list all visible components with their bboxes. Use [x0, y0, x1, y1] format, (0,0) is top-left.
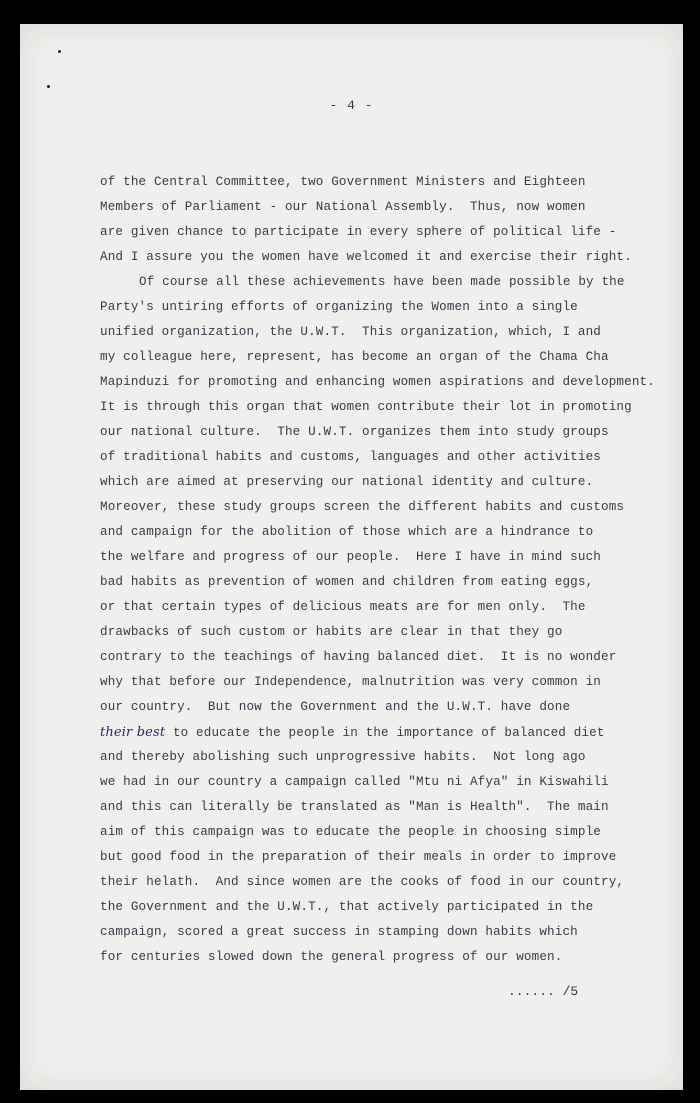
text-line: bad habits as prevention of women and children from eating eggs, — [100, 575, 594, 589]
continuation-marker: ...... /5 — [508, 984, 579, 999]
text-line: of traditional habits and customs, languages and other activities — [100, 450, 601, 464]
text-line-with-insert — [100, 725, 605, 740]
text-line: aim of this campaign was to educate the people in choosing simple — [100, 825, 601, 839]
text-line: drawbacks of such custom or habits are clear in that they go — [100, 625, 563, 639]
text-line: which are aimed at preserving our national identity and culture. — [100, 475, 594, 489]
text-line: the Government and the U.W.T., that actively participated in the — [100, 900, 594, 914]
text-line: and thereby abolishing such unprogressive habits. Not long ago — [100, 750, 586, 764]
text-line: campaign, scored a great success in stamping down habits which — [100, 925, 578, 939]
text-line: my colleague here, represent, has become an organ of the Chama Cha — [100, 350, 609, 364]
text-line: of the Central Committee, two Government Ministers and Eighteen — [100, 175, 586, 189]
handwritten-insert: their best — [100, 725, 166, 740]
text-line: are given chance to participate in every sphere of political life - — [100, 225, 617, 239]
text-line: for centuries slowed down the general progress of our women. — [100, 950, 563, 964]
text-line: the welfare and progress of our people. Here I have in mind such — [100, 550, 601, 564]
text-line: unified organization, the U.W.T. This organization, which, I and — [100, 325, 601, 339]
text-line: And I assure you the women have welcomed it and exercise their right. — [100, 250, 632, 264]
text-line: our national culture. The U.W.T. organizes them into study groups — [100, 425, 609, 439]
text-line: Members of Parliament - our National Assembly. Thus, now women — [100, 200, 586, 214]
text-line: and this can literally be translated as "Man is Health". The main — [100, 800, 609, 814]
text-line: contrary to the teachings of having balanced diet. It is no wonder — [100, 650, 617, 664]
text-line: we had in our country a campaign called "Mtu ni Afya" in Kiswahili — [100, 775, 609, 789]
text-line: Mapinduzi for promoting and enhancing women aspirations and development. — [100, 375, 655, 389]
text-line: and campaign for the abolition of those which are a hindrance to — [100, 525, 594, 539]
text-line: Party's untiring efforts of organizing the Women into a single — [100, 300, 578, 314]
paragraph-start-line: Of course all these achievements have been made possible by the — [139, 275, 625, 289]
text-line: their helath. And since women are the cooks of food in our country, — [100, 875, 625, 889]
text-line-remainder: to educate the people in the importance of balanced diet — [172, 726, 605, 740]
page-number: - 4 - — [329, 98, 374, 113]
text-line: but good food in the preparation of their meals in order to improve — [100, 850, 617, 864]
text-line: It is through this organ that women contribute their lot in promoting — [100, 400, 632, 414]
text-line: why that before our Independence, malnutrition was very common in — [100, 675, 601, 689]
text-line: or that certain types of delicious meats are for men only. The — [100, 600, 586, 614]
page-speck — [47, 85, 50, 88]
text-line: our country. But now the Government and the U.W.T. have done — [100, 700, 571, 714]
document-page — [20, 24, 683, 1090]
page-speck — [58, 50, 61, 53]
text-line: Moreover, these study groups screen the different habits and customs — [100, 500, 625, 514]
